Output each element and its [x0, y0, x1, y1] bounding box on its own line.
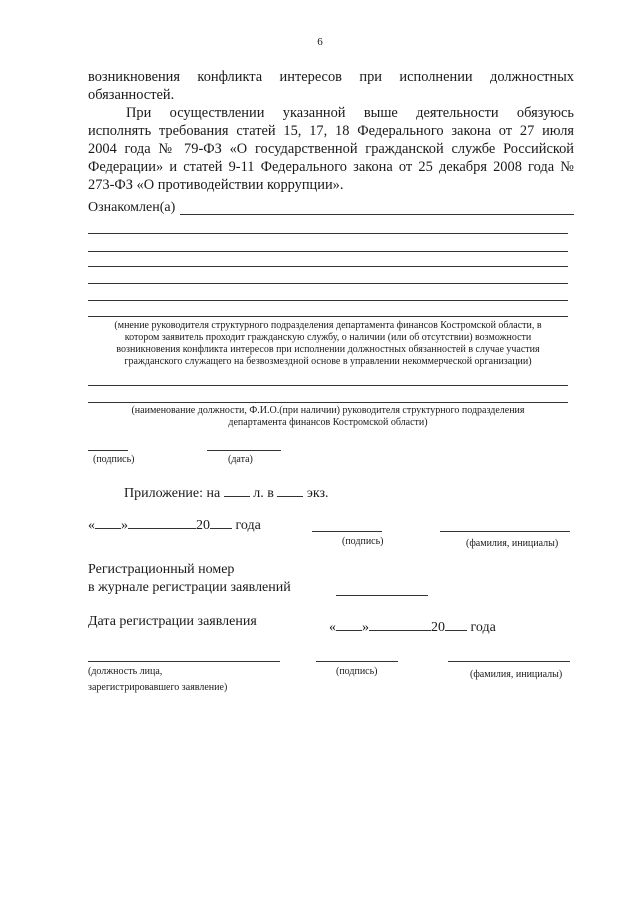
applicant-date-line: « » 20 года: [88, 518, 261, 533]
paragraph-2-line-3: 2004 года № 79-ФЗ «О государственной гражданской службе Российской: [88, 141, 574, 157]
head-name-line-1: [88, 385, 568, 386]
registrar-position-caption: (должность лица, зарегистрировавшего заявление): [88, 666, 228, 693]
head-signature-line: [88, 450, 128, 451]
opinion-line-6: [88, 316, 568, 317]
registration-date-line: « » 20 года: [329, 620, 496, 635]
registration-number-label-1: Регистрационный номер: [88, 562, 235, 577]
opinion-line-1: [88, 233, 568, 234]
applicant-name-caption: (фамилия, инициалы): [466, 538, 559, 549]
registrar-signature-line: [316, 661, 398, 662]
opinion-line-4: [88, 283, 568, 284]
head-date-line: [207, 450, 281, 451]
opinion-line-3: [88, 266, 568, 267]
registrar-signature-caption: (подпись): [336, 666, 378, 677]
registration-date-label: Дата регистрации заявления: [88, 614, 257, 629]
head-name-line-2: [88, 402, 568, 403]
registration-number-label-2: в журнале регистрации заявлений: [88, 580, 291, 595]
registrar-name-caption: (фамилия, инициалы): [470, 669, 563, 680]
paragraph-2-line-2: исполнять требования статей 15, 17, 18 Федерального закона от 27 июля: [88, 123, 574, 139]
registrar-name-line: [448, 661, 570, 662]
head-name-caption: (наименование должности, Ф.И.О.(при наличии) руководителя структурного подразделения департамента финансов Костромской области): [131, 405, 525, 428]
acquainted-label: Ознакомлен(а): [88, 200, 176, 215]
page-number: 6: [317, 36, 323, 48]
opinion-line-2: [88, 251, 568, 252]
paragraph-1-line-1: возникновения конфликта интересов при исполнении должностных: [88, 69, 574, 85]
paragraph-2-line-5: 273-ФЗ «О противодействии коррупции».: [88, 177, 344, 193]
opinion-line-5: [88, 300, 568, 301]
applicant-signature-caption: (подпись): [342, 536, 384, 547]
applicant-signature-line: [312, 531, 382, 532]
applicant-name-line: [440, 531, 570, 532]
paragraph-2-line-4: Федерации» и статей 9-11 Федерального закона от 25 декабря 2008 года №: [88, 159, 574, 175]
registrar-position-line: [88, 661, 280, 662]
paragraph-1-line-2: обязанностей.: [88, 87, 175, 103]
head-date-caption: (дата): [228, 454, 253, 465]
paragraph-2-line-1: При осуществлении указанной выше деятельности обязуюсь: [126, 105, 574, 121]
head-signature-caption: (подпись): [93, 454, 135, 465]
registration-number-line: [336, 595, 428, 596]
acquainted-signature-line: [180, 214, 574, 215]
appendix-line: Приложение: на л. в экз.: [124, 486, 329, 501]
head-opinion-caption: (мнение руководителя структурного подразделения департамента финансов Костромской области, в котором заявитель проходит гражданскую службу, о наличии (или об отсутствии) возможности возникновения конфликта интересов при исполнении должностных обязанностей в случае участия гражданского служащего на безвозмездной основе в управлении некоммерческой организации): [114, 320, 542, 367]
